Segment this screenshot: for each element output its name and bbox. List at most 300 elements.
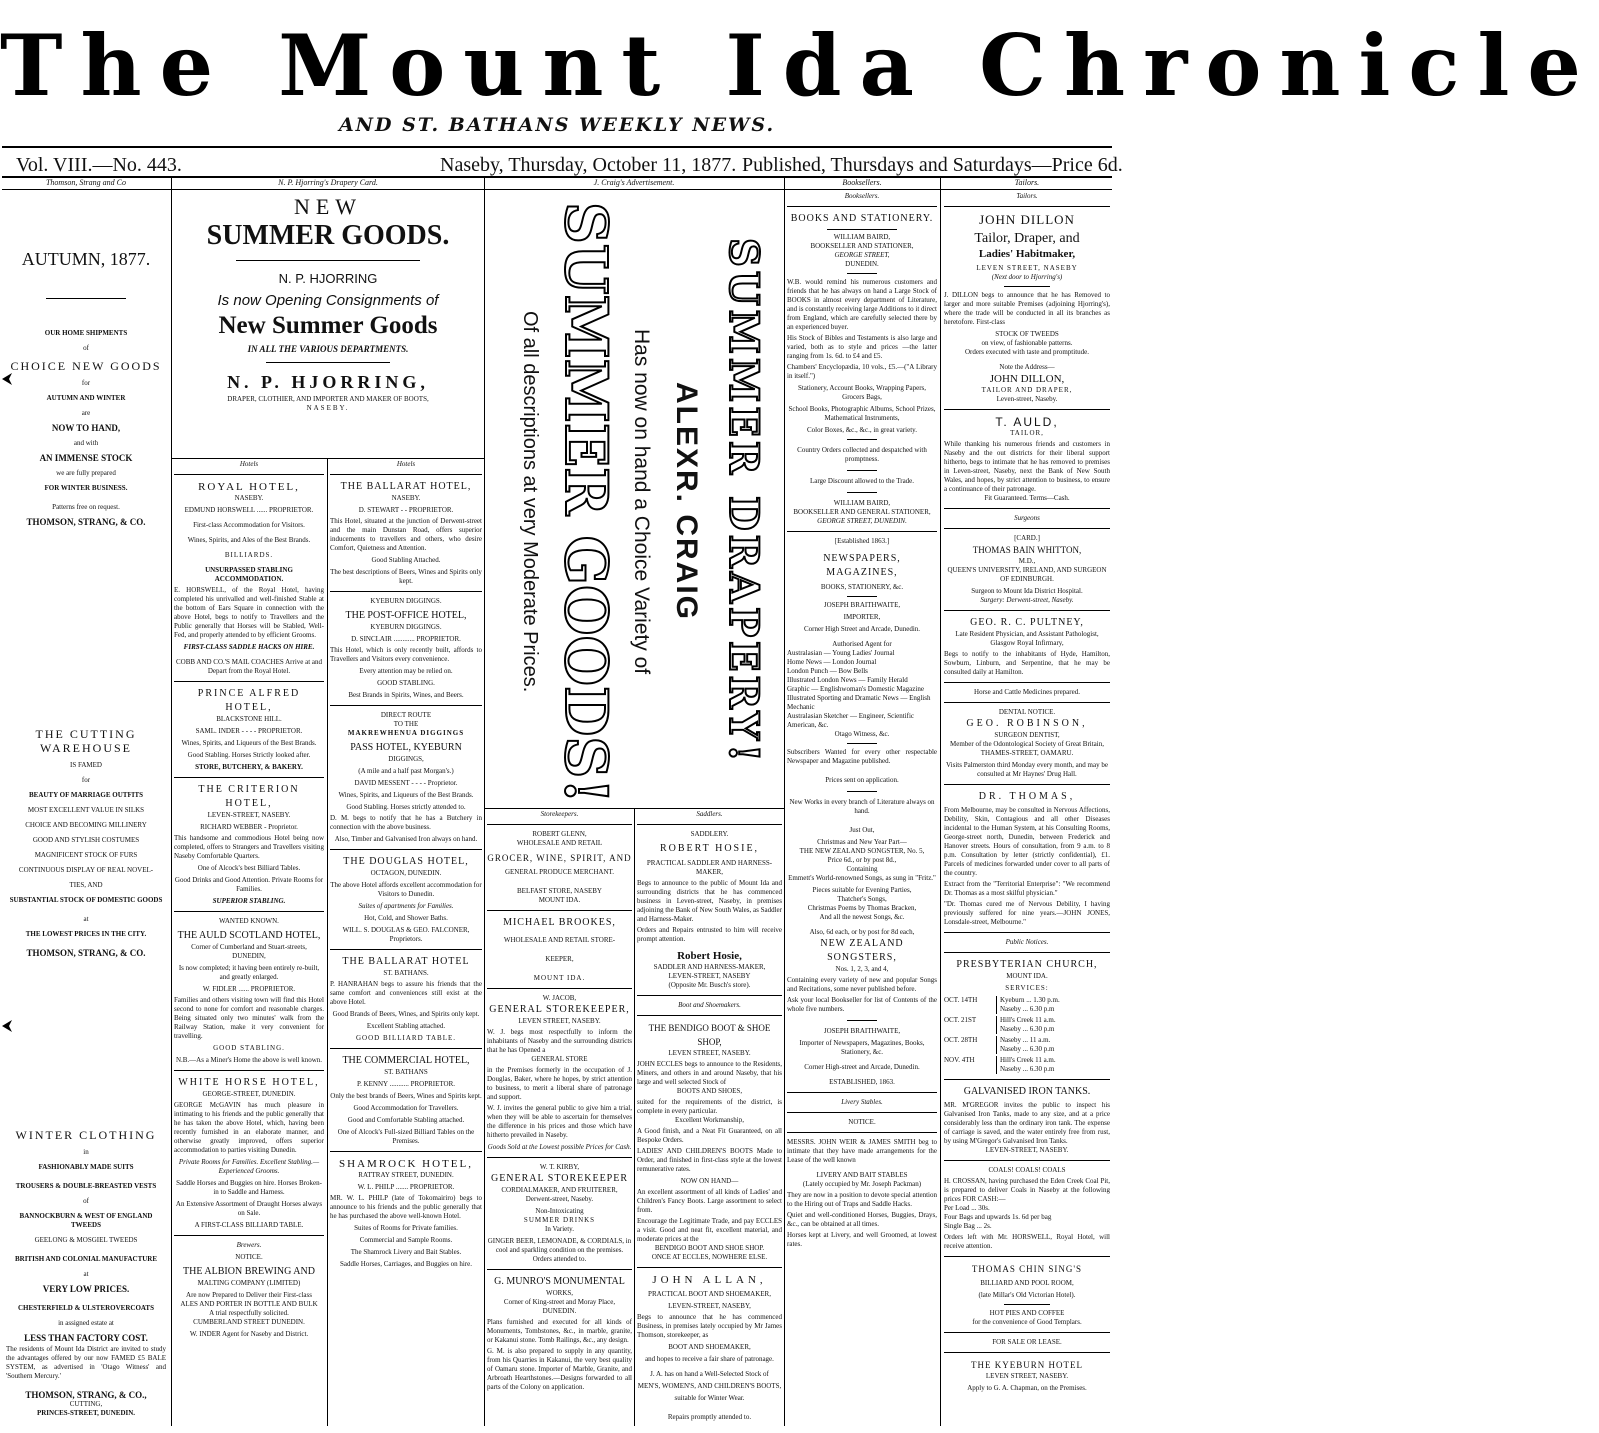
ad-line: Excellent Stabling attached. (366, 1022, 446, 1030)
publication-price: Published, Thursdays and Saturdays—Price 6d. (742, 154, 1123, 176)
ad-line: Good and Comfortable Stabling attached. (347, 1116, 465, 1124)
agency-list-item: Graphic — Englishwoman's Domestic Magazine (787, 685, 924, 693)
ad-line: PRINCES-STREET, DUNEDIN. (36, 1409, 136, 1417)
ad-line: FASHIONABLY MADE SUITS (38, 1163, 134, 1171)
ad-body: J. DILLON begs to announce that he has Removed to larger and more suitable Premises (adjoining Hjorring's), where the trade will be conducted in all its branches as heretofore. First-class (944, 291, 1110, 326)
ad-body: G. M. is also prepared to supply in any quantity, from his Quarries in Kakanui, the very best quality of Oamaru stone. Importer of Marble, Granite, and Arbroath Hearthstones.—Designs forwarded to all parts of the Colony on application. (487, 1347, 632, 1391)
ad-line: JOSEPH BRAITHWAITE, (823, 601, 901, 609)
ad-headline: G. MUNRO'S MONUMENTAL (494, 1276, 625, 1287)
ad-line: TO THE (393, 720, 419, 728)
ad-line: Private Rooms for Families. Excellent Stabling.—Experienced Grooms. (178, 1158, 320, 1175)
ad-line: UNSURPASSED STABLING ACCOMMODATION. (205, 566, 293, 583)
agency-list-item: Illustrated Sporting and Dramatic News — English Mechanic (787, 694, 931, 711)
ad-line: RATTRAY STREET, DUNEDIN. (358, 1171, 454, 1179)
ad-line: EDMUND HORSWELL ...... PROPRIETOR. (184, 506, 314, 514)
ad-body: MR. M'GREGOR invites the public to inspect his Galvanised Iron Tanks, made to any size, and at a price considerably less than the ordinary iron tank. The expense of carriage is saved, and the water entirely free from rust, by using M'Gregor's Galvanised Iron Tanks. (944, 1101, 1110, 1145)
hotel-name: WHITE HORSE HOTEL, (178, 1077, 320, 1088)
ad-headline: N. P. HJORRING, (227, 372, 429, 392)
ad-line: MAKREWHENUA DIGGINGS (347, 729, 465, 737)
ad-line: STOCK OF TWEEDS (995, 330, 1059, 338)
ad-body: W.B. would remind his numerous customers and friends that he has always on hand a Large Stock of BOOKS in almost every department of Literature, and is constantly receiving large Additions to it direct from England, which are carefully selected there by an experienced buyer. (787, 278, 937, 331)
ad-line: THE NEW ZEALAND SONGSTER, No. 5, (799, 847, 925, 855)
ad-headline: PRESBYTERIAN CHURCH, (956, 959, 1098, 970)
ad-body: E. HORSWELL, of the Royal Hotel, having completed his unrivalled and well-finished Stable at the bottom of Ears Square in connection with the above Hotel, begs to notify to Travellers and the Public generally that Horses will be Stabled, Well-Fed, and properly attended to by efficient Grooms. (174, 586, 324, 639)
ad-line: LEVEN-STREET, NASEBY, (668, 1302, 751, 1310)
ad-line: [Established 1863.] (834, 537, 890, 545)
ad-line: GOOD STABLING. (213, 1044, 285, 1052)
ad-line: CUTTING, (69, 1400, 103, 1408)
ad-headline: NEW (293, 194, 363, 219)
ad-line: D. STEWART - - PROPRIETOR. (358, 506, 454, 514)
ad-line: SUBSTANTIAL STOCK OF DOMESTIC GOODS (9, 896, 163, 904)
ad-line: Good Stabling Attached. (371, 556, 441, 564)
ad-line: ONCE AT ECCLES, NOWHERE ELSE. (651, 1253, 768, 1261)
tailors-column (944, 192, 1110, 1426)
ad-line: Good Brands of Beers, Wines, and Spirits only kept. (332, 1010, 480, 1018)
ad-line: Good Accommodation for Travellers. (353, 1104, 459, 1112)
hotel-name: THE POST-OFFICE HOTEL, (345, 610, 467, 621)
ad-line: JOSEPH BRAITHWAITE, (823, 1027, 901, 1035)
ad-line: P. KENNY ........... PROPRIETOR. (356, 1080, 455, 1088)
services-table (944, 996, 1110, 1074)
hjorring-advertisement (176, 194, 480, 456)
ad-line: Large Discount allowed to the Trade. (809, 477, 915, 485)
ad-line: Good Stabling. Horses Strictly looked after. (187, 751, 311, 759)
saddlers-column (637, 810, 782, 1426)
ad-line: OCTAGON, DUNEDIN. (370, 869, 442, 877)
ad-line: LESS THAN FACTORY COST. (24, 1333, 148, 1343)
ad-body: Encourage the Legitimate Trade, and pay ECCLES a visit. Good and neat fit, excellent material, and moderate prices at the (637, 1217, 782, 1243)
ad-line: CUMBERLAND STREET DUNEDIN. (193, 1318, 305, 1326)
ad-line: DUNEDIN. (845, 260, 879, 268)
ad-line: Derwent-street, Naseby. (525, 1195, 594, 1203)
ad-line: Orders executed with taste and promptitude. (964, 348, 1090, 356)
ad-line: BOOKSELLER AND GENERAL STATIONER, (793, 508, 931, 516)
ad-headline: Tailor, Draper, and (974, 231, 1080, 246)
ad-line: LEVEN STREET, NASEBY. (518, 1017, 601, 1025)
ad-headline: JOHN DILLON, (989, 373, 1065, 385)
ad-line: DIRECT ROUTE (380, 711, 432, 719)
ad-line: Surgeon to Mount Ida District Hospital. (971, 587, 1083, 595)
ad-line: And all the newest Songs, &c. (819, 913, 905, 921)
ad-line: WHOLESALE AND RETAIL (516, 839, 603, 847)
ad-line: we are fully prepared (56, 469, 116, 477)
ad-body: Orders left with Mr. HORSWELL, Royal Hotel, will receive attention. (944, 1233, 1110, 1250)
ad-line: BLACKSTONE HILL. (216, 715, 282, 723)
ad-line: FIRST-CLASS SADDLE HACKS ON HIRE. (183, 643, 315, 651)
ad-line: BILLIARDS. (224, 551, 274, 559)
price-list-item: Per Load ... 30s. (944, 1204, 990, 1212)
service-time: Naseby ... 6.30 p.m (1000, 1045, 1055, 1053)
ad-line: Non-Intoxicating (535, 1207, 584, 1215)
craig-headline: SUMMER GOODS! (552, 202, 620, 804)
agency-list-item: Otago Witness, &c. (834, 730, 890, 738)
ad-body: Begs to announce to the public of Mount Ida and surrounding districts that he has commenced business in Leven-street, Naseby, in premises adjoining the Bank of New South Wales, as Saddler and Harness-Maker. (637, 879, 782, 923)
ad-line: Saddle Horses, Carriages, and Buggies on hire. (340, 1260, 472, 1268)
ad-body: JOHN ECCLES begs to announce to the Residents, Miners, and others in and around Naseby, that his large and well selected Stock of (637, 1060, 782, 1086)
ad-body: H. CROSSAN, having purchased the Eden Creek Coal Pit, is prepared to deliver Coals in Naseby at the following prices FOR CASH:— (944, 1177, 1110, 1203)
ad-line: A FIRST-CLASS BILLIARD TABLE. (194, 1221, 304, 1229)
ad-line: LEVEN-STREET, NASEBY (668, 972, 751, 980)
column-heading: N. P. Hjorring's Drapery Card. (278, 178, 378, 187)
ad-line: Only the best brands of Beers, Wines and Spirits kept. (330, 1092, 482, 1100)
ad-line: TROUSERS & DOUBLE-BREASTED VESTS (15, 1182, 157, 1190)
ad-line: Patterns free on request. (52, 503, 120, 511)
service-row (944, 1056, 1110, 1074)
booksellers-column (787, 192, 937, 1426)
ad-line: SERVICES: (1005, 984, 1049, 992)
ad-line: WHOLESALE AND RETAIL STORE- (503, 936, 616, 944)
ad-body: While thanking his numerous friends and customers in Naseby and the out districts for their liberal support hitherto, begs to intimate that he has removed to premises in Leven-street, Naseby, next the Bank of New South Wales, and hopes, by strict attention to business, to ensure a continuance of their patronage. (944, 440, 1110, 493)
service-row (944, 1016, 1110, 1034)
ad-body: From Melbourne, may be consulted in Nervous Affections, Debility, Skin, Contagious and all other Diseases incidental to the Human System, at his Consulting Rooms, George-street north, Dunedin, between Frederick and Hanover streets. Hours of consultation, from 9 a.m. to 8 p.m. Consultation by letter (strictly confidential), £1. Parcels of medicines forwarded under cover to all parts of the country. (944, 806, 1110, 877)
hotel-name: THE BALLARAT HOTEL, (340, 481, 472, 492)
ad-headline: THE ALBION BREWING AND (183, 1266, 315, 1277)
ad-line: MOUNT IDA. (1006, 972, 1048, 980)
ad-body: This handsome and commodious Hotel being now completed, offers to Strangers and Travellers visiting Naseby Comfortable Quarters. (174, 834, 324, 860)
ad-body: W. J. begs most respectfully to inform the inhabitants of Naseby and the surrounding districts that he has Opened a (487, 1028, 632, 1054)
ad-body: in the Premises formerly in the occupation of J. Douglas, Baker, where he hopes, by strict attention to business, to merit a liberal share of patronage and support. (487, 1066, 632, 1101)
ad-line: THAMES-STREET, OAMARU. (980, 749, 1074, 757)
ad-line: Suites of apartments for Families. (358, 902, 454, 910)
ad-line: WANTED KNOWN. (219, 917, 279, 925)
ad-headline: Ladies' Habitmaker, (978, 248, 1076, 260)
hotel-name: ROYAL HOTEL, (198, 481, 300, 493)
ad-line: Containing (846, 865, 878, 873)
ad-line: at (83, 1270, 89, 1278)
ad-line: A trial respectfully solicited. (209, 1309, 289, 1317)
ad-line: IMPORTER, (843, 613, 881, 621)
craig-headline: SUMMER DRAPERY! (720, 238, 767, 766)
ad-line: THE LOWEST PRICES IN THE CITY. (25, 930, 147, 938)
ad-line: in assigned estate at (58, 1319, 114, 1327)
ad-line: One of Alcock's best Billiard Tables. (197, 864, 301, 872)
ad-line: Are now Prepared to Deliver their First-class (186, 1291, 312, 1299)
ad-line: GINGER BEER, LEMONADE, & CORDIALS, in cool and sparkling condition on the premises. (487, 1237, 632, 1254)
ad-line: MALTING COMPANY (LIMITED) (197, 1279, 301, 1287)
ad-line: (Opposite Mr. Busch's store). (668, 981, 751, 989)
ad-line: W. JACOB, (542, 994, 577, 1002)
service-date: OCT. 28TH (944, 1036, 978, 1044)
ad-line: FOR SALE OR LEASE. (992, 1338, 1062, 1346)
ad-line: GEORGE STREET, (834, 251, 890, 259)
column-thomson-strang (6, 196, 166, 1426)
ad-body: Horses kept at Livery, and well Groomed, at lowest rates. (787, 1231, 937, 1248)
ad-line: COALS! COALS! COALS (988, 1166, 1066, 1174)
service-date: NOV. 4TH (944, 1056, 975, 1064)
ad-line: SADDLER AND HARNESS-MAKER, (653, 963, 766, 971)
ad-body: Begs to notify to the inhabitants of Hyde, Hamilton, Sowburn, Linburn, and Serpentine, that he may be consulted daily at Hamilton. (944, 650, 1110, 676)
ad-line: Corner of Cumberland and Stuart-streets, DUNEDIN, (191, 943, 307, 960)
ad-line: GEORGE-STREET, DUNEDIN. (202, 1090, 296, 1098)
ad-line: Corner of King-street and Moray Place, DUNEDIN. (503, 1298, 616, 1315)
service-time: Naseby ... 11 a.m. (1000, 1036, 1051, 1044)
agency-list-item: London Punch — Bow Bells (787, 667, 868, 675)
ad-headline: THE BENDIGO BOOT & SHOE SHOP, (648, 1023, 771, 1047)
hotel-name: THE AULD SCOTLAND HOTEL, (177, 930, 321, 941)
ad-line: DAVID MESSENT - - - - Proprietor. (354, 779, 458, 787)
section-heading: Surgeons (1014, 514, 1040, 522)
service-times (996, 996, 1060, 1014)
ad-line: STORE, BUTCHERY, & BAKERY. (195, 763, 303, 771)
issue-date: Naseby, Thursday, October 11, 1877. (440, 154, 737, 176)
ad-signature: THOMSON, STRANG, & CO. (26, 948, 146, 958)
ad-body: A Good finish, and a Neat Fit Guaranteed, on all Bespoke Orders. (637, 1127, 782, 1144)
section-heading: Brewers. (236, 1241, 262, 1249)
ad-line: SAML. INDER - - - - PROPRIETOR. (195, 727, 303, 735)
ad-line: Stationery, Account Books, Wrapping Papers, Grocers Bags, (797, 384, 927, 401)
masthead-subtitle: AND ST. BATHANS WEEKLY NEWS. (338, 114, 776, 136)
ad-line: Wines, Spirits, and Ales of the Best Brands. (187, 536, 311, 544)
ad-line: WILL. S. DOUGLAS & GEO. FALCONER, Proprietors. (342, 926, 470, 943)
ad-line: LIVERY AND BAIT STABLES (816, 1171, 908, 1179)
ad-line: SUMMER DRINKS (523, 1216, 596, 1224)
ad-line: The Shamrock Livery and Bait Stables. (350, 1248, 462, 1256)
ad-line: Good Drinks and Good Attention. Private Rooms for Families. (174, 876, 324, 893)
ad-body: Orders and Repairs entrusted to him will receive prompt attention. (637, 926, 782, 943)
ad-line: W. FIDLER ...... PROPRIETOR. (202, 985, 296, 993)
ad-body: suited for the requirements of the district, is complete in every particular. (637, 1098, 782, 1115)
ad-line: SADDLERY. (690, 830, 729, 838)
ad-line: NASEBY. (234, 494, 264, 502)
ad-line: GOOD BILLIARD TABLE. (356, 1034, 456, 1042)
section-heading: Saddlers. (696, 810, 723, 818)
section-heading: Tailors. (1016, 192, 1038, 200)
ad-line: GENERAL PRODUCE MERCHANT. (504, 868, 615, 876)
ad-line: Horse and Cattle Medicines prepared. (974, 688, 1080, 696)
ad-body: Ask your local Bookseller for list of Contents of the whole five numbers. (787, 996, 937, 1013)
service-times (996, 1016, 1056, 1034)
ad-line: TAILOR AND DRAPER, (981, 386, 1073, 394)
volume-number: Vol. VIII.—No. 443. (16, 154, 182, 176)
agency-list-item: Home News — London Journal (787, 658, 877, 666)
ad-line: In Variety. (545, 1225, 574, 1233)
ad-line: New Works in every branch of Literature always on hand. (789, 798, 935, 815)
ad-line: ROBERT GLENN, (532, 830, 587, 838)
ad-headline: GALVANISED IRON TANKS. (963, 1086, 1091, 1097)
ad-line: IS FAMED (70, 761, 102, 769)
service-time: Naseby ... 6.30 p.m (1000, 1025, 1055, 1033)
ad-line: BANNOCKBURN & WEST OF ENGLAND TWEEDS (19, 1212, 153, 1229)
ad-line: BOOT AND SHOEMAKER, (668, 1343, 751, 1351)
ad-line: Importer of Newspapers, Magazines, Books, Stationery, &c. (799, 1039, 925, 1056)
ad-line: DENTAL NOTICE. (998, 708, 1056, 716)
ad-line: M.D., (1018, 557, 1036, 565)
ad-line: Every attention may be relied on. (359, 667, 453, 675)
ad-line: School Books, Photographic Albums, School Prizes, Mathematical Instruments, (788, 405, 936, 422)
ad-headline: JOHN DILLON (979, 212, 1075, 227)
ad-line: VERY LOW PRICES. (42, 1284, 130, 1294)
ad-headline: GEO. ROBINSON, (966, 718, 1088, 729)
ad-line: Apply to G. A. Chapman, on the Premises. (967, 1384, 1087, 1392)
ad-line: NOW TO HAND, (51, 423, 121, 433)
ad-line: WILLIAM BAIRD, (833, 233, 891, 241)
ad-headline: THOMAS BAIN WHITTON, (972, 545, 1082, 555)
service-times (996, 1056, 1056, 1074)
ad-headline: GENERAL STOREKEEPER (490, 1173, 629, 1184)
ad-line: Excellent Workmanship, (675, 1116, 744, 1124)
hotels-column-right (330, 460, 482, 1426)
ad-line: CHOICE AND BECOMING MILLINERY (25, 821, 147, 829)
ad-line: (late Millar's Old Victorian Hotel). (978, 1291, 1076, 1299)
ad-body: MESSRS. JOHN WEIR & JAMES SMITH beg to intimate that they have made arrangements for the Lease of the well known (787, 1138, 937, 1164)
ad-line: Good Stabling. Horses strictly attended to. (346, 803, 466, 811)
ad-line: Corner High-street and Arcade, Dunedin. (804, 1063, 920, 1071)
ad-line: Christmas and New Year Part— (817, 838, 907, 846)
ad-line: for (81, 776, 91, 784)
ad-line: Fit Guaranteed. Terms—Cash. (984, 494, 1070, 502)
ad-headline: THOMAS CHIN SING'S (971, 1264, 1083, 1274)
ad-line: First-class Accommodation for Visitors. (193, 521, 305, 529)
service-time: Kyeburn ... 1.30 p.m. (1000, 996, 1060, 1004)
ad-body: Families and others visiting town will find this Hotel second to none for comfort and reasonable charges. Being situated only two minutes' walk from the Railway Station, make it very convenient for travelling. (174, 996, 324, 1040)
ad-line: Authorised Agent for (832, 640, 892, 648)
ad-line: AUTUMN AND WINTER (46, 394, 126, 402)
ad-line: N. P. HJORRING (278, 271, 378, 286)
ad-headline: DR. THOMAS, (978, 791, 1076, 802)
ad-line: CORDIALMAKER, AND FRUITERER, (501, 1186, 618, 1194)
ad-line: ESTABLISHED, 1863. (829, 1078, 895, 1086)
ad-line: Thatcher's Songs, (837, 895, 887, 903)
ad-headline: BOOKS AND STATIONERY. (790, 213, 934, 224)
section-rule (485, 808, 784, 809)
ad-line: An Extensive Assortment of Draught Horses always on Sale. (175, 1200, 323, 1217)
price-list-item: Four Bags and upwards 1s. 6d per bag (944, 1213, 1052, 1221)
ad-body: Plans furnished and executed for all kinds of Monuments, Tombstones, &c., in marble, granite, or Kakanui stone. Tomb Railings, &c., any design. (487, 1318, 632, 1344)
ad-body: MR. W. L. PHILP (late of Tokomairiro) begs to announce to his friends and the public generally that he has purchased the above well-known Hotel. (330, 1194, 482, 1220)
ad-line: BRITISH AND COLONIAL MANUFACTURE (14, 1255, 158, 1263)
season-heading: AUTUMN, 1877. (21, 249, 151, 269)
ad-line: One of Alcock's Full-sized Billiard Tables on the Premises. (337, 1128, 475, 1145)
ad-headline: ROBERT HOSIE, (659, 843, 760, 854)
ad-line: [CARD.] (1014, 534, 1040, 542)
ad-headline: New Summer Goods (218, 312, 438, 339)
ad-body: Begs to announce that he has commenced Business, in premises lately occupied by Mr James Thomson, storekeeper, as (637, 1313, 782, 1339)
service-date: OCT. 21ST (944, 1016, 977, 1024)
ad-signature: THOMSON, STRANG, & CO. (26, 517, 146, 527)
hotel-name: PRINCE ALFRED HOTEL, (197, 688, 301, 713)
ad-line: SURGEON DENTIST, (994, 731, 1060, 739)
ad-line: Visits Palmerston third Monday every month, and may be consulted at Mr Haynes' Drug Hall. (946, 761, 1108, 778)
ad-line: IN ALL THE VARIOUS DEPARTMENTS. (247, 344, 409, 354)
ad-body: This Hotel, situated at the junction of Derwent-street and the main Dunstan Road, offers superior inducements to travellers and others, who desire Comfort, Quietness and Attention. (330, 517, 482, 552)
ad-line: are (81, 409, 91, 417)
ad-line: Is now completed; it having been entirely re-built, and greatly enlarged. (178, 964, 320, 981)
ad-line: CHESTERFIELD & ULSTEROVERCOATS (17, 1304, 154, 1312)
ad-line: Note the Address— (999, 363, 1055, 371)
service-date: OCT. 14TH (944, 996, 978, 1004)
ad-body: An excellent assortment of all kinds of Ladies' and Children's Fancy Boots. Large assortment to select from. (637, 1188, 782, 1214)
ad-line: D. SINCLAIR ............ PROPRIETOR. (351, 635, 461, 643)
ad-line: and hopes to receive a fair share of patronage. (645, 1355, 774, 1363)
hotels-column-left (174, 460, 324, 1426)
ad-line: MOUNT IDA. (538, 896, 581, 904)
ad-headline: NEWSPAPERS, MAGAZINES, (823, 553, 901, 578)
ad-line: Color Boxes, &c., &c., in great variety. (807, 426, 917, 434)
ad-line: ALES AND PORTER IN BOTTLE AND BULK (180, 1300, 318, 1308)
column-heading: Tailors. (1014, 178, 1040, 187)
masthead-title: The Mount Ida Chronicle (0, 16, 1599, 115)
ad-line: BILLIARD AND POOL ROOM, (980, 1279, 1074, 1287)
ad-line: TAILOR, (1010, 429, 1044, 437)
column-rule (940, 176, 941, 1426)
ad-headline: GEO. R. C. PULTNEY, (970, 617, 1084, 628)
ad-line: KEEPER, (545, 955, 574, 963)
agency-list-item: Australasian — Young Ladies' Journal (787, 649, 895, 657)
ad-headline: THE CUTTING WAREHOUSE (35, 727, 137, 755)
ad-line: Goods Sold at the Lowest possible Prices for Cash. (487, 1143, 632, 1151)
ad-line: MOST EXCELLENT VALUE IN SILKS (27, 806, 145, 814)
ad-body: This Hotel, which is only recently built, affords to Travellers and Visitors every convenience. (330, 646, 482, 663)
ad-line: Is now Opening Consignments of (217, 292, 439, 309)
ad-line: GEELONG & MOSGIEL TWEEDS (34, 1236, 138, 1244)
hotel-name: THE BALLARAT HOTEL (342, 956, 470, 967)
ad-line: Member of the Odontological Society of Great Britain, (950, 740, 1104, 748)
column-rule (634, 808, 635, 1426)
ad-headline: GROCER, WINE, SPIRIT, AND (487, 853, 632, 863)
section-heading: Booksellers. (844, 192, 880, 200)
ad-line: GOOD AND STYLISH COSTUMES (32, 836, 140, 844)
ad-line: SUPERIOR STABLING. (212, 897, 286, 905)
ad-line: Emmett's World-renowned Songs, as sung in "Fritz." (788, 874, 936, 882)
ad-line: Wines, Spirits, and Liqueurs of the Best Brands. (338, 791, 474, 799)
ad-line: OUR HOME SHIPMENTS (44, 329, 128, 337)
ad-line: Prices sent on application. (825, 776, 899, 784)
ad-line: The above Hotel affords excellent accommodation for Visitors to Dunedin. (330, 881, 482, 898)
agency-list-item: Illustrated London News — Family Herald (787, 676, 908, 684)
ad-line: RICHARD WEBBER - Proprietor. (200, 823, 298, 831)
ad-headline: Robert Hosie, (677, 950, 742, 962)
ad-line: Pieces suitable for Evening Parties, (812, 886, 912, 894)
ad-line: FOR WINTER BUSINESS. (44, 484, 128, 492)
ad-headline: THE KYEBURN HOTEL (971, 1360, 1083, 1370)
ad-line: PRACTICAL BOOT AND SHOEMAKER, (648, 1290, 771, 1298)
ad-line: J. A. has on hand a Well-Selected Stock of (650, 1370, 769, 1378)
ad-line: Orders attended to. (532, 1255, 587, 1263)
ad-line: of (83, 1197, 89, 1205)
ad-line: WILLIAM BAIRD, (833, 499, 891, 507)
service-time: Naseby ... 6.30 p.m (1000, 1065, 1055, 1073)
ad-line: AN IMMENSE STOCK (39, 453, 133, 463)
ad-line: Hot, Cold, and Shower Baths. (364, 914, 448, 922)
ad-line: BENDIGO BOOT AND SHOE SHOP. (654, 1244, 765, 1252)
ad-headline: NEW ZEALAND SONGSTERS, (820, 938, 904, 963)
ad-line: DRAPER, CLOTHIER, AND IMPORTER AND MAKER OF BOOTS, (227, 395, 429, 403)
ad-line: for (81, 379, 91, 387)
ad-line: W. L. PHILP ....... PROPRIETOR. (357, 1183, 455, 1191)
ad-headline: GENERAL STOREKEEPER, (489, 1004, 630, 1015)
ad-line: Surgery: Derwent-street, Naseby. (980, 596, 1074, 604)
ad-line: NASEBY. (391, 494, 421, 502)
ad-body: They are now in a position to devote special attention to the Hiring out of Traps and Saddle Hacks. (787, 1191, 937, 1208)
ad-line: Price 6d., or by post 8d., (827, 856, 897, 864)
ad-line: Late Resident Physician, and Assistant Pathologist, Glasgow Royal Infirmary, (955, 630, 1099, 647)
ad-line: N.B.—As a Miner's Home the above is well known. (175, 1056, 323, 1064)
ad-headline: CHOICE NEW GOODS (10, 359, 162, 373)
ad-headline: WINTER CLOTHING (15, 1128, 157, 1142)
ad-line: DIGGINGS, (388, 755, 424, 763)
ad-line: Leven-street, Naseby. (996, 395, 1058, 403)
section-rule (172, 458, 484, 459)
section-heading: Hotels (396, 460, 416, 468)
column-rule (327, 458, 328, 1426)
ad-line: LEVEN STREET, NASEBY. (985, 1372, 1069, 1380)
column-rule (484, 176, 485, 1426)
heading-rule (2, 189, 1112, 190)
ad-line: GOOD STABLING. (377, 679, 435, 687)
ad-body: D. M. begs to notify that he has a Butchery in connection with the above business. (330, 814, 482, 831)
ad-line: QUEEN'S UNIVERSITY, IRELAND, AND SURGEON OF EDINBURGH. (947, 566, 1107, 583)
